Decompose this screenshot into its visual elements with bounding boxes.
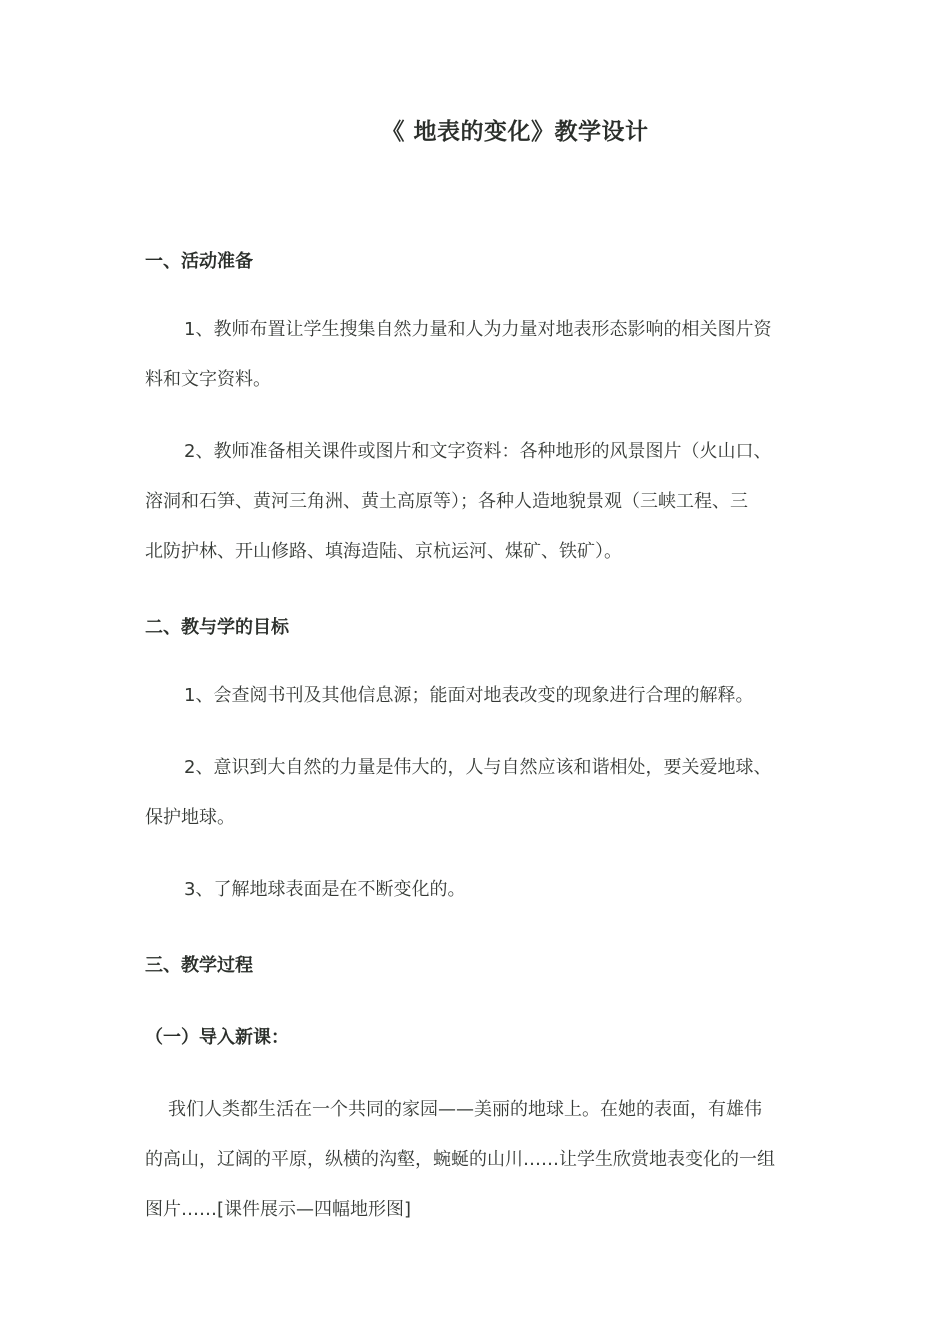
text-line: 图片……[课件展示—四幅地形图] <box>145 1199 412 1220</box>
text-line: 保护地球。 <box>145 807 235 828</box>
preparation-item-2 <box>145 427 810 577</box>
subheading-introduction: （一）导入新课： <box>145 1027 289 1048</box>
preparation-item-1 <box>145 305 810 405</box>
text-line: 溶洞和石笋、黄河三角洲、黄土高原等）；各种人造地貌景观（三峡工程、三 <box>145 491 748 512</box>
section-heading-preparation: 一、活动准备 <box>145 251 253 272</box>
text-line: 1、会查阅书刊及其他信息源；能面对地表改变的现象进行合理的解释。 <box>184 685 754 706</box>
text-line: 的高山，辽阔的平原，纵横的沟壑，蜿蜒的山川……让学生欣赏地表变化的一组 <box>145 1149 775 1170</box>
text-line: 1、教师布置让学生搜集自然力量和人为力量对地表形态影响的相关图片资 <box>184 319 772 340</box>
text-line: 2、教师准备相关课件或图片和文字资料：各种地形的风景图片（火山口、 <box>184 441 772 462</box>
section-heading-goals: 二、教与学的目标 <box>145 617 289 638</box>
goal-item-2 <box>145 743 810 843</box>
section-heading-process: 三、教学过程 <box>145 955 253 976</box>
text-line: 北防护林、开山修路、填海造陆、京杭运河、煤矿、铁矿）。 <box>145 541 622 562</box>
text-line: 2、意识到大自然的力量是伟大的，人与自然应该和谐相处，要关爱地球、 <box>184 757 772 778</box>
text-line: 我们人类都生活在一个共同的家园——美丽的地球上。在她的表面，有雄伟 <box>168 1099 762 1120</box>
introduction-paragraph <box>145 1085 810 1235</box>
document-title: 《 地表的变化》教学设计 <box>381 119 649 145</box>
text-line: 料和文字资料。 <box>145 369 271 390</box>
goal-item-1 <box>145 671 810 721</box>
text-line: 3、了解地球表面是在不断变化的。 <box>184 879 466 900</box>
goal-item-3 <box>145 865 810 915</box>
